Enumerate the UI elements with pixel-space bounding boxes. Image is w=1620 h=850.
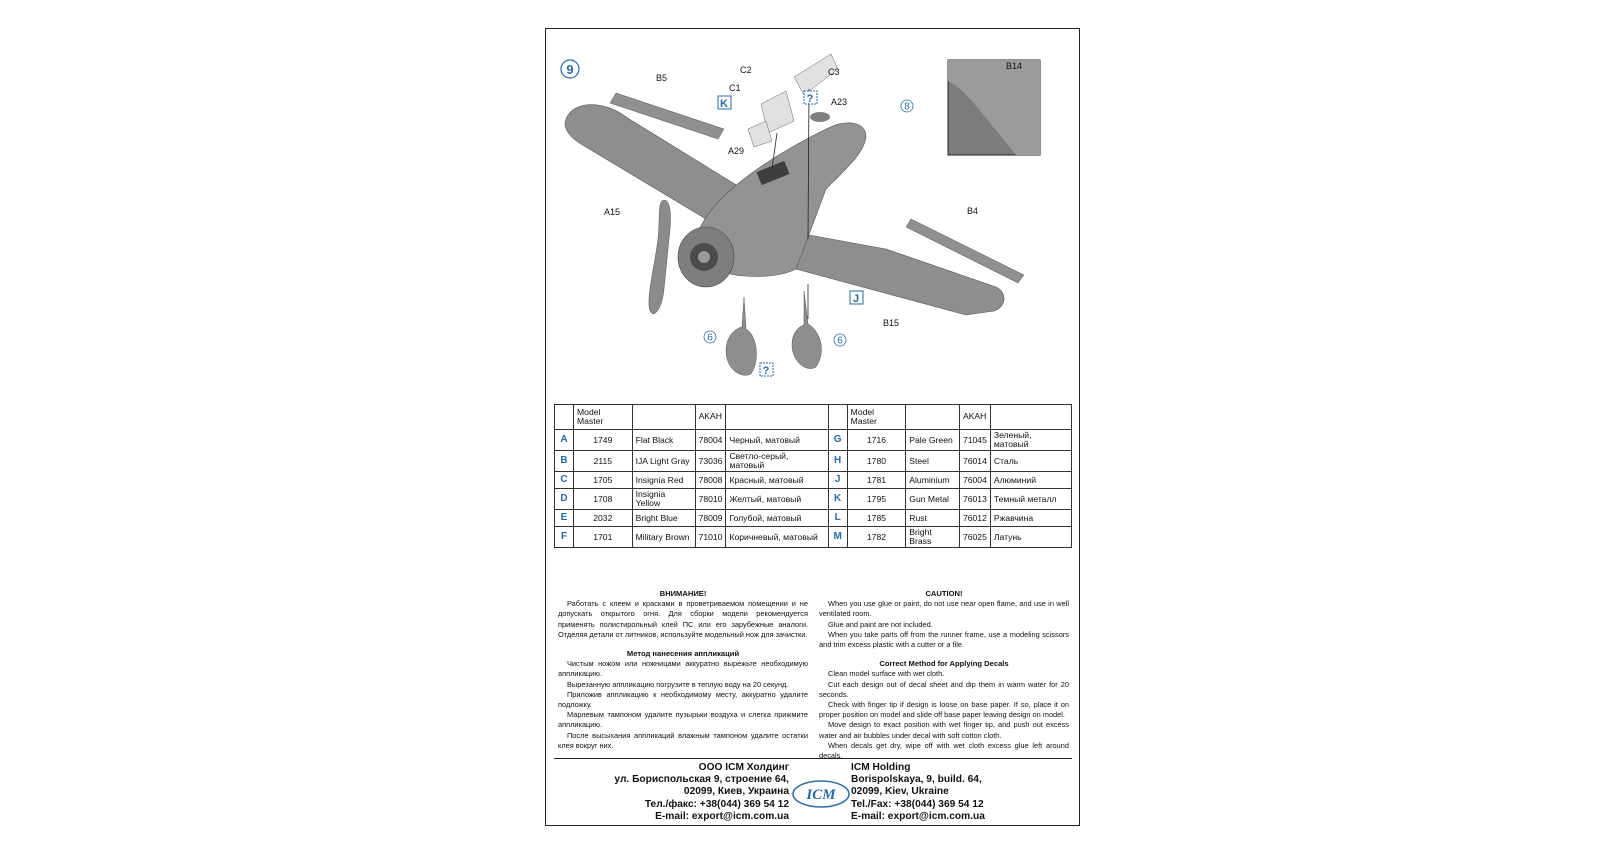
akah-code: 78008: [695, 472, 726, 489]
header-ru: [726, 405, 828, 430]
landing-gear-left: [726, 297, 756, 375]
paint-letter: B: [555, 451, 574, 472]
paint-name-ru: Черный, матовый: [726, 430, 828, 451]
paint-name-ru: Сталь: [990, 451, 1071, 472]
akah-code: 76025: [959, 527, 990, 548]
model-master-code: 1708: [574, 489, 633, 510]
paint-name-ru: Красный, матовый: [726, 472, 828, 489]
header-akah: AKAH: [695, 405, 726, 430]
label-a15: A15: [604, 207, 621, 217]
label-a29: A29: [728, 146, 745, 156]
header-akah-2: AKAH: [959, 405, 990, 430]
paint-letter: L: [828, 510, 847, 527]
footer-en-phone: Tel./Fax: +38(044) 369 54 12: [851, 798, 984, 810]
paint-letter: M: [828, 527, 847, 548]
en-caution-p2: Glue and paint are not included.: [828, 619, 933, 629]
icm-logo: [791, 777, 851, 811]
paint-name: Insignia Red: [632, 472, 695, 489]
akah-code: 78004: [695, 430, 726, 451]
model-master-code: 1749: [574, 430, 633, 451]
paint-name: Aluminium: [906, 472, 960, 489]
svg-text:ICM: ICM: [806, 787, 836, 803]
ru-warning-body: Работать с клеем и красками в проветриваемом помещении и не допускать открытого огня. Для сборки модели рекомендуется применять полистирольный клей ПС или его зарубежные аналоги. Отделяя детали от литников, используйте модельный нож для зачистки.: [558, 599, 808, 639]
model-master-code: 2032: [574, 510, 633, 527]
header-name: [632, 405, 695, 430]
footer-ru-city: 02099, Киев, Украина: [683, 786, 789, 798]
akah-code: 71045: [959, 430, 990, 451]
paint-callout-j: J: [852, 293, 860, 305]
ru-decals-p3: Приложив аппликацию к необходимому месту, аккуратно удалите подложку.: [558, 689, 808, 710]
table-row: [555, 472, 1072, 489]
paint-letter: D: [555, 489, 574, 510]
model-master-code: 1705: [574, 472, 633, 489]
paint-name-ru: Латунь: [990, 527, 1071, 548]
header-model-master-2: Model Master: [847, 405, 906, 430]
step-number: 9: [566, 62, 574, 77]
paint-name: Bright Brass: [906, 527, 960, 548]
instruction-sheet: [545, 28, 1080, 826]
en-caution-p3: When you take parts off from the runner frame, use a modeling scissors and trim excess plastic with a cutter or a file.: [819, 629, 1069, 650]
paint-letter: H: [828, 451, 847, 472]
en-decals-p5: When decals get dry, wipe off with wet cloth excess glue left around decals.: [819, 740, 1069, 761]
propeller-hub: [698, 251, 710, 263]
header-blank-2: [828, 405, 847, 430]
paint-letter: A: [555, 430, 574, 451]
model-master-code: 1795: [847, 489, 906, 510]
paint-letter: C: [555, 472, 574, 489]
paint-name-ru: Алюминий: [990, 472, 1071, 489]
akah-code: 76004: [959, 472, 990, 489]
propeller-part: [649, 200, 671, 314]
table-row: [555, 489, 1072, 510]
ru-decals-p1: Чистым ножом или ножницами аккуратно вырежьте необходимую аппликацию.: [558, 659, 808, 679]
akah-code: 76013: [959, 489, 990, 510]
footer-address-ru: [614, 762, 789, 823]
paint-callout-unknown-2: ?: [762, 365, 770, 377]
ru-decals-title: Метод нанесения аппликаций: [626, 649, 740, 659]
paint-letter: F: [555, 527, 574, 548]
table-row: [555, 451, 1072, 472]
en-decals-p1: Clean model surface with wet cloth.: [828, 669, 945, 679]
akah-code: 78010: [695, 489, 726, 510]
table-header-row: [555, 405, 1072, 430]
paint-name-ru: Коричневый, матовый: [726, 527, 828, 548]
model-master-code: 1701: [574, 527, 633, 548]
paint-callout-k: K: [720, 98, 728, 110]
ru-decals-p2: Вырезанную аппликацию погрузите в теплую воду на 20 секунд.: [567, 679, 789, 689]
paint-name-ru: Ржавчина: [990, 510, 1071, 527]
paint-name: Steel: [906, 451, 960, 472]
landing-gear-right: [792, 291, 821, 369]
right-wing: [776, 229, 1004, 315]
table-row: [555, 430, 1072, 451]
footer-en-street: Borispolskaya, 9, build. 64,: [851, 774, 982, 786]
paint-letter: G: [828, 430, 847, 451]
en-decals-title: Correct Method for Applying Decals: [879, 659, 1009, 669]
paint-name-ru: Зеленый, матовый: [990, 430, 1071, 451]
decal-callout-6a: 6: [707, 332, 713, 344]
akah-code: 78009: [695, 510, 726, 527]
akah-code: 73036: [695, 451, 726, 472]
label-b5: B5: [656, 73, 668, 83]
paint-name: Gun Metal: [906, 489, 960, 510]
footer-ru-email: E-mail: export@icm.com.ua: [655, 810, 789, 822]
russian-text-column: [558, 589, 808, 751]
label-c3: C3: [828, 67, 840, 77]
footer-en-email: E-mail: export@icm.com.ua: [851, 810, 985, 822]
paint-name: Pale Green: [906, 430, 960, 451]
header-model-master: Model Master: [574, 405, 633, 430]
paint-callout-unknown-1: ?: [806, 93, 814, 105]
label-a23: A23: [831, 97, 848, 107]
assembly-diagram: [546, 29, 1081, 399]
model-master-code: 1785: [847, 510, 906, 527]
label-c2: C2: [740, 65, 752, 75]
paint-name: Bright Blue: [632, 510, 695, 527]
decal-callout-6b: 6: [837, 335, 843, 347]
paint-letter: E: [555, 510, 574, 527]
table-row: [555, 527, 1072, 548]
footer-en-city: 02099, Kiev, Ukraine: [851, 786, 949, 798]
paint-name: Insignia Yellow: [632, 489, 695, 510]
english-text-column: [819, 589, 1069, 761]
paint-name: Flat Black: [632, 430, 695, 451]
en-caution-title: CAUTION!: [925, 589, 963, 598]
paint-name-ru: Голубой, матовый: [726, 510, 828, 527]
footer-en-company: ICM Holding: [851, 762, 911, 773]
label-b14: B14: [1006, 61, 1023, 71]
part-a23: [810, 112, 830, 122]
ru-decals-p5: После высыхания аппликаций влажным тампоном удалите остатки клея вокруг них.: [558, 730, 808, 750]
header-name-2: [906, 405, 960, 430]
paint-name-ru: Темный металл: [990, 489, 1071, 510]
label-b4: B4: [967, 206, 979, 216]
akah-code: 76012: [959, 510, 990, 527]
paint-reference-table: [554, 404, 1072, 548]
footer-address-en: [851, 762, 985, 823]
header-blank: [555, 405, 574, 430]
model-master-code: 2115: [574, 451, 633, 472]
paint-name: Military Brown: [632, 527, 695, 548]
footer-divider: [554, 758, 1072, 759]
decal-callout-8: 8: [904, 101, 910, 113]
ru-decals-p4: Марлевым тампоном удалите пузырьки воздуха и слегка прижмите аппликацию.: [558, 710, 808, 730]
en-decals-p2: Cut each design out of decal sheet and dip them in warm water for 20 seconds.: [819, 679, 1069, 699]
ru-warning-title: ВНИМАНИЕ!: [659, 589, 707, 598]
model-master-code: 1782: [847, 527, 906, 548]
paint-name-ru: Светло-серый, матовый: [726, 451, 828, 472]
paint-name: IJA Light Gray: [632, 451, 695, 472]
footer-ru-phone: Тел./факс: +38(044) 369 54 12: [644, 798, 789, 810]
footer-ru-company: ООО ICM Холдинг: [698, 762, 789, 773]
akah-code: 71010: [695, 527, 726, 548]
label-c1: C1: [729, 83, 741, 93]
header-ru-2: [990, 405, 1071, 430]
model-master-code: 1716: [847, 430, 906, 451]
en-caution-p1: When you use glue or paint, do not use near open flame, and use in well ventilated room.: [819, 599, 1069, 619]
model-master-code: 1780: [847, 451, 906, 472]
akah-code: 76014: [959, 451, 990, 472]
paint-letter: J: [828, 472, 847, 489]
paint-table-body: [555, 405, 1072, 548]
paint-letter: K: [828, 489, 847, 510]
table-row: [555, 510, 1072, 527]
model-master-code: 1781: [847, 472, 906, 489]
label-b15: B15: [883, 318, 900, 328]
en-decals-p4: Move design to exact position with wet finger tip, and push out excess water and air bubbles under decal with soft cotton cloth.: [819, 720, 1069, 740]
footer-ru-street: ул. Бориспольская 9, строение 64,: [614, 774, 789, 786]
paint-name: Rust: [906, 510, 960, 527]
paint-name-ru: Желтый, матовый: [726, 489, 828, 510]
en-decals-p3: Check with finger tip if design is loose on base paper. If so, place it on proper position on model and slide off base paper leaving design on model.: [819, 700, 1069, 720]
